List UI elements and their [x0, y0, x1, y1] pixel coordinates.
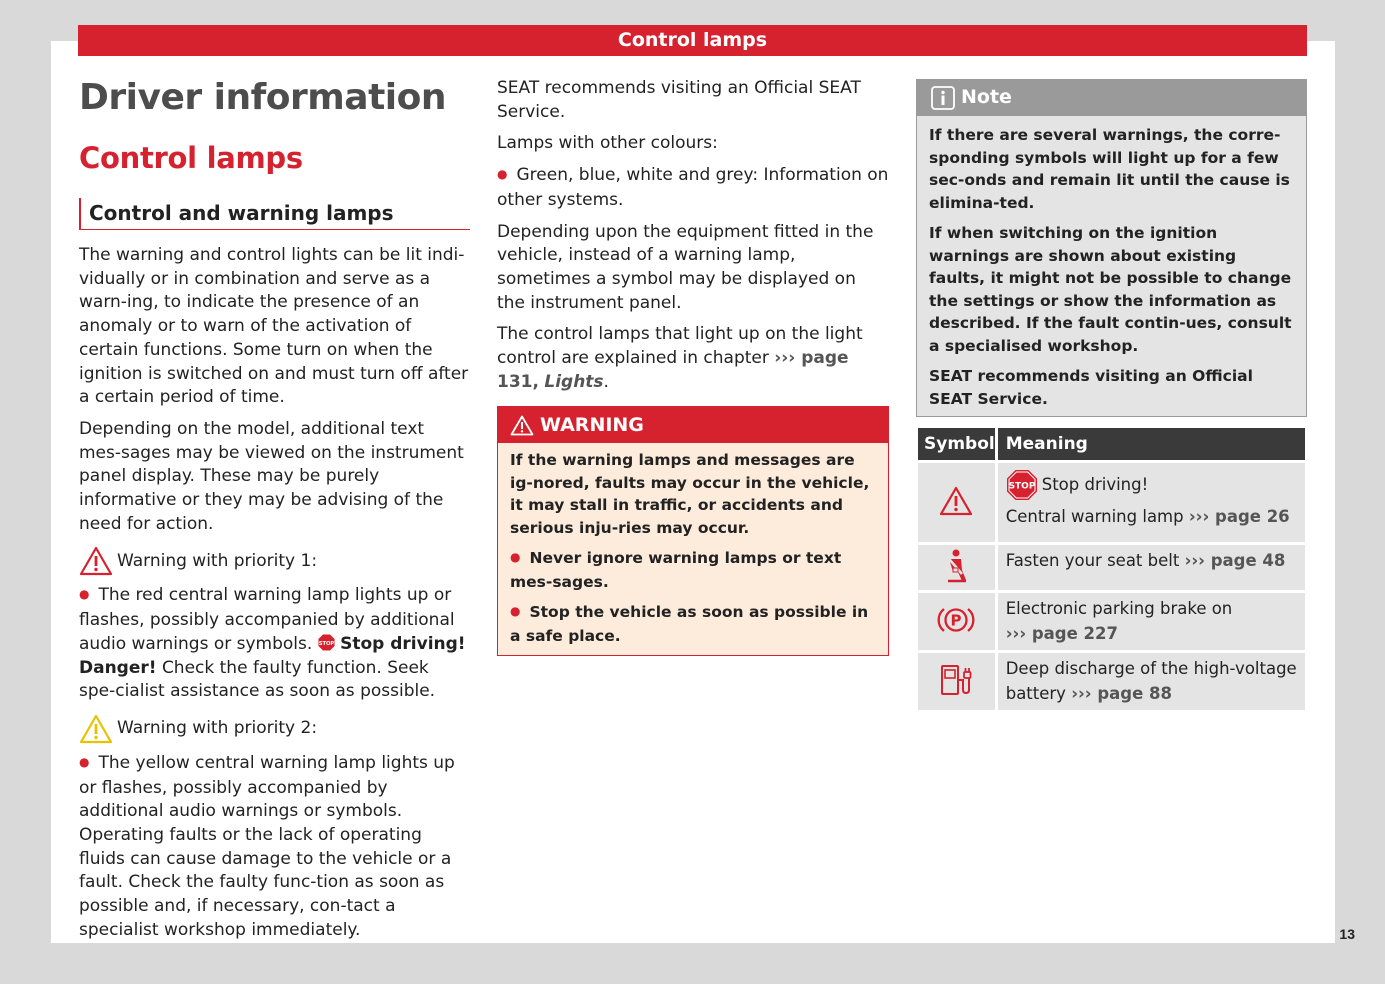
symbol-table — [918, 428, 1305, 710]
column-2 — [497, 77, 889, 656]
meaning-text: Deep discharge of the high-voltage battery — [1005, 659, 1297, 703]
svg-text:STOP: STOP — [318, 640, 334, 647]
meaning-text: Stop driving! — [1041, 474, 1149, 494]
svg-text:STOP: STOP — [1008, 481, 1036, 492]
priority-1-label: Warning with priority 1: — [117, 550, 318, 571]
section-title: Control and warning lamps — [79, 198, 470, 230]
symbol-cell — [918, 460, 998, 542]
warning-triangle-icon — [510, 415, 534, 436]
meaning-text: Fasten your seat belt — [1005, 551, 1180, 570]
priority-2-heading — [79, 714, 470, 744]
meaning-cell — [998, 542, 1305, 590]
note-text: If there are several warnings, the corre-sponding symbols will light up for a few sec-onds and remain lit until the cause is elimina-ted. — [929, 126, 1290, 212]
lights-link[interactable]: Lights — [544, 371, 604, 392]
parking-brake-icon — [937, 605, 975, 635]
note-header — [917, 80, 1306, 116]
colours-bullet — [497, 164, 889, 212]
meaning-cell — [998, 650, 1305, 710]
paragraph: Depending on the model, additional text mes-sages may be viewed on the instrument panel display. These may be purely informative or they may be advising of the need for action. — [79, 418, 464, 534]
priority-2-bullet — [79, 752, 470, 943]
info-icon — [931, 86, 955, 110]
warning-text: If the warning lamps and messages are ig-nored, faults may occur in the vehicle, it may stall in traffic, or accidents and serious inju-ries may occur. — [510, 451, 870, 537]
table-row — [918, 542, 1305, 590]
note-title: Note — [961, 86, 1012, 109]
column-3 — [916, 79, 1307, 417]
page-link[interactable]: ››› page 48 — [1184, 551, 1286, 570]
paragraph: SEAT recommends visiting an Official SEAT Service. — [497, 78, 861, 122]
page-link[interactable]: ››› page 131, — [497, 348, 849, 392]
header-symbol: Symbol — [918, 428, 998, 460]
meaning-text: Electronic parking brake on — [1005, 599, 1233, 618]
bullet-text-continued: Check the faulty function. Seek spe-cialist assistance as soon as possible. — [79, 657, 436, 702]
note-body — [917, 116, 1306, 416]
symbol-cell — [918, 590, 998, 650]
symbol-cell — [918, 650, 998, 710]
warning-box — [497, 406, 889, 656]
battery-discharge-icon — [939, 663, 973, 697]
warning-title: WARNING — [540, 413, 644, 436]
bullet-text: ● The red central warning lamp lights up or flashes, possibly accompanied by additional audio warnings or symbols. — [79, 585, 455, 653]
page-link[interactable]: ››› page 227 — [1005, 623, 1118, 643]
note-box — [916, 79, 1307, 417]
warning-bullet — [510, 547, 876, 593]
priority-1-heading — [79, 546, 470, 576]
chapter-title: Control lamps — [79, 141, 303, 175]
warning-body — [498, 443, 888, 655]
paragraph: The warning and control lights can be lit indi-vidually or in combination and serve as a warn-ing, to indicate the presence of an anomaly or to warn of the activation of certain functions. Some turn on when the ignition is switched on and must turn off after a certain period of time. — [79, 245, 469, 408]
meaning-text: Central warning lamp — [1005, 507, 1184, 526]
table-row — [918, 650, 1305, 710]
header-meaning: Meaning — [998, 428, 1305, 460]
page-number: 13 — [1339, 926, 1355, 942]
meaning-cell — [998, 590, 1305, 650]
header-bar: Control lamps — [78, 25, 1307, 56]
bullet-text: ● Green, blue, white and grey: Information on other systems. — [497, 165, 888, 210]
seat-belt-icon — [941, 548, 971, 584]
paragraph: Lamps with other colours: — [497, 133, 718, 154]
table-row — [918, 590, 1305, 650]
red-warning-triangle-icon — [79, 546, 113, 576]
page-link[interactable]: ››› page 88 — [1071, 683, 1172, 703]
table-row — [918, 460, 1305, 542]
stop-icon — [318, 634, 335, 651]
warning-bullet — [510, 601, 876, 647]
stop-icon — [1006, 469, 1038, 501]
bullet-text: ● Stop the vehicle as soon as possible in a safe place. — [510, 603, 868, 645]
yellow-warning-triangle-icon — [79, 714, 113, 744]
text: The control lamps that light up on the light control are explained in chapter — [497, 324, 863, 369]
period: . — [603, 371, 609, 392]
note-text: If when switching on the ignition warnings are shown about existing faults, it might not be possible to change the settings or show the information as described. If the fault contin-ues, consult a specialised workshop. — [929, 224, 1292, 355]
table-header-row — [918, 428, 1305, 460]
bullet-text: ● Never ignore warning lamps or text mes-sages. — [510, 549, 841, 591]
bullet-text: ● The yellow central warning lamp lights up or flashes, possibly accompanied by additional audio warnings or symbols. Operating faults or the lack of operating fluids can cause damage to the vehicle or a fault. Check the faulty func-tion as soon as possible and, if necessary, con-tact a specialist workshop immediately. — [79, 753, 455, 940]
svg-text:P: P — [950, 611, 962, 629]
priority-1-bullet — [79, 584, 470, 704]
paragraph: Depending upon the equipment fitted in the vehicle, instead of a warning lamp, sometimes a symbol may be displayed on the instrument panel. — [497, 221, 874, 313]
page-link[interactable]: ››› page 26 — [1188, 507, 1290, 526]
warning-triangle-icon — [939, 486, 973, 516]
stop-driving-text: Stop driving! Danger! — [79, 633, 466, 678]
paragraph-with-link — [497, 323, 889, 394]
priority-2-label: Warning with priority 2: — [117, 718, 318, 739]
column-1 — [79, 74, 470, 943]
page-title: Driver information — [79, 77, 446, 118]
warning-header — [498, 407, 888, 443]
meaning-cell — [998, 460, 1305, 542]
note-text: SEAT recommends visiting an Official SEAT Service. — [929, 367, 1253, 408]
symbol-cell — [918, 542, 998, 590]
